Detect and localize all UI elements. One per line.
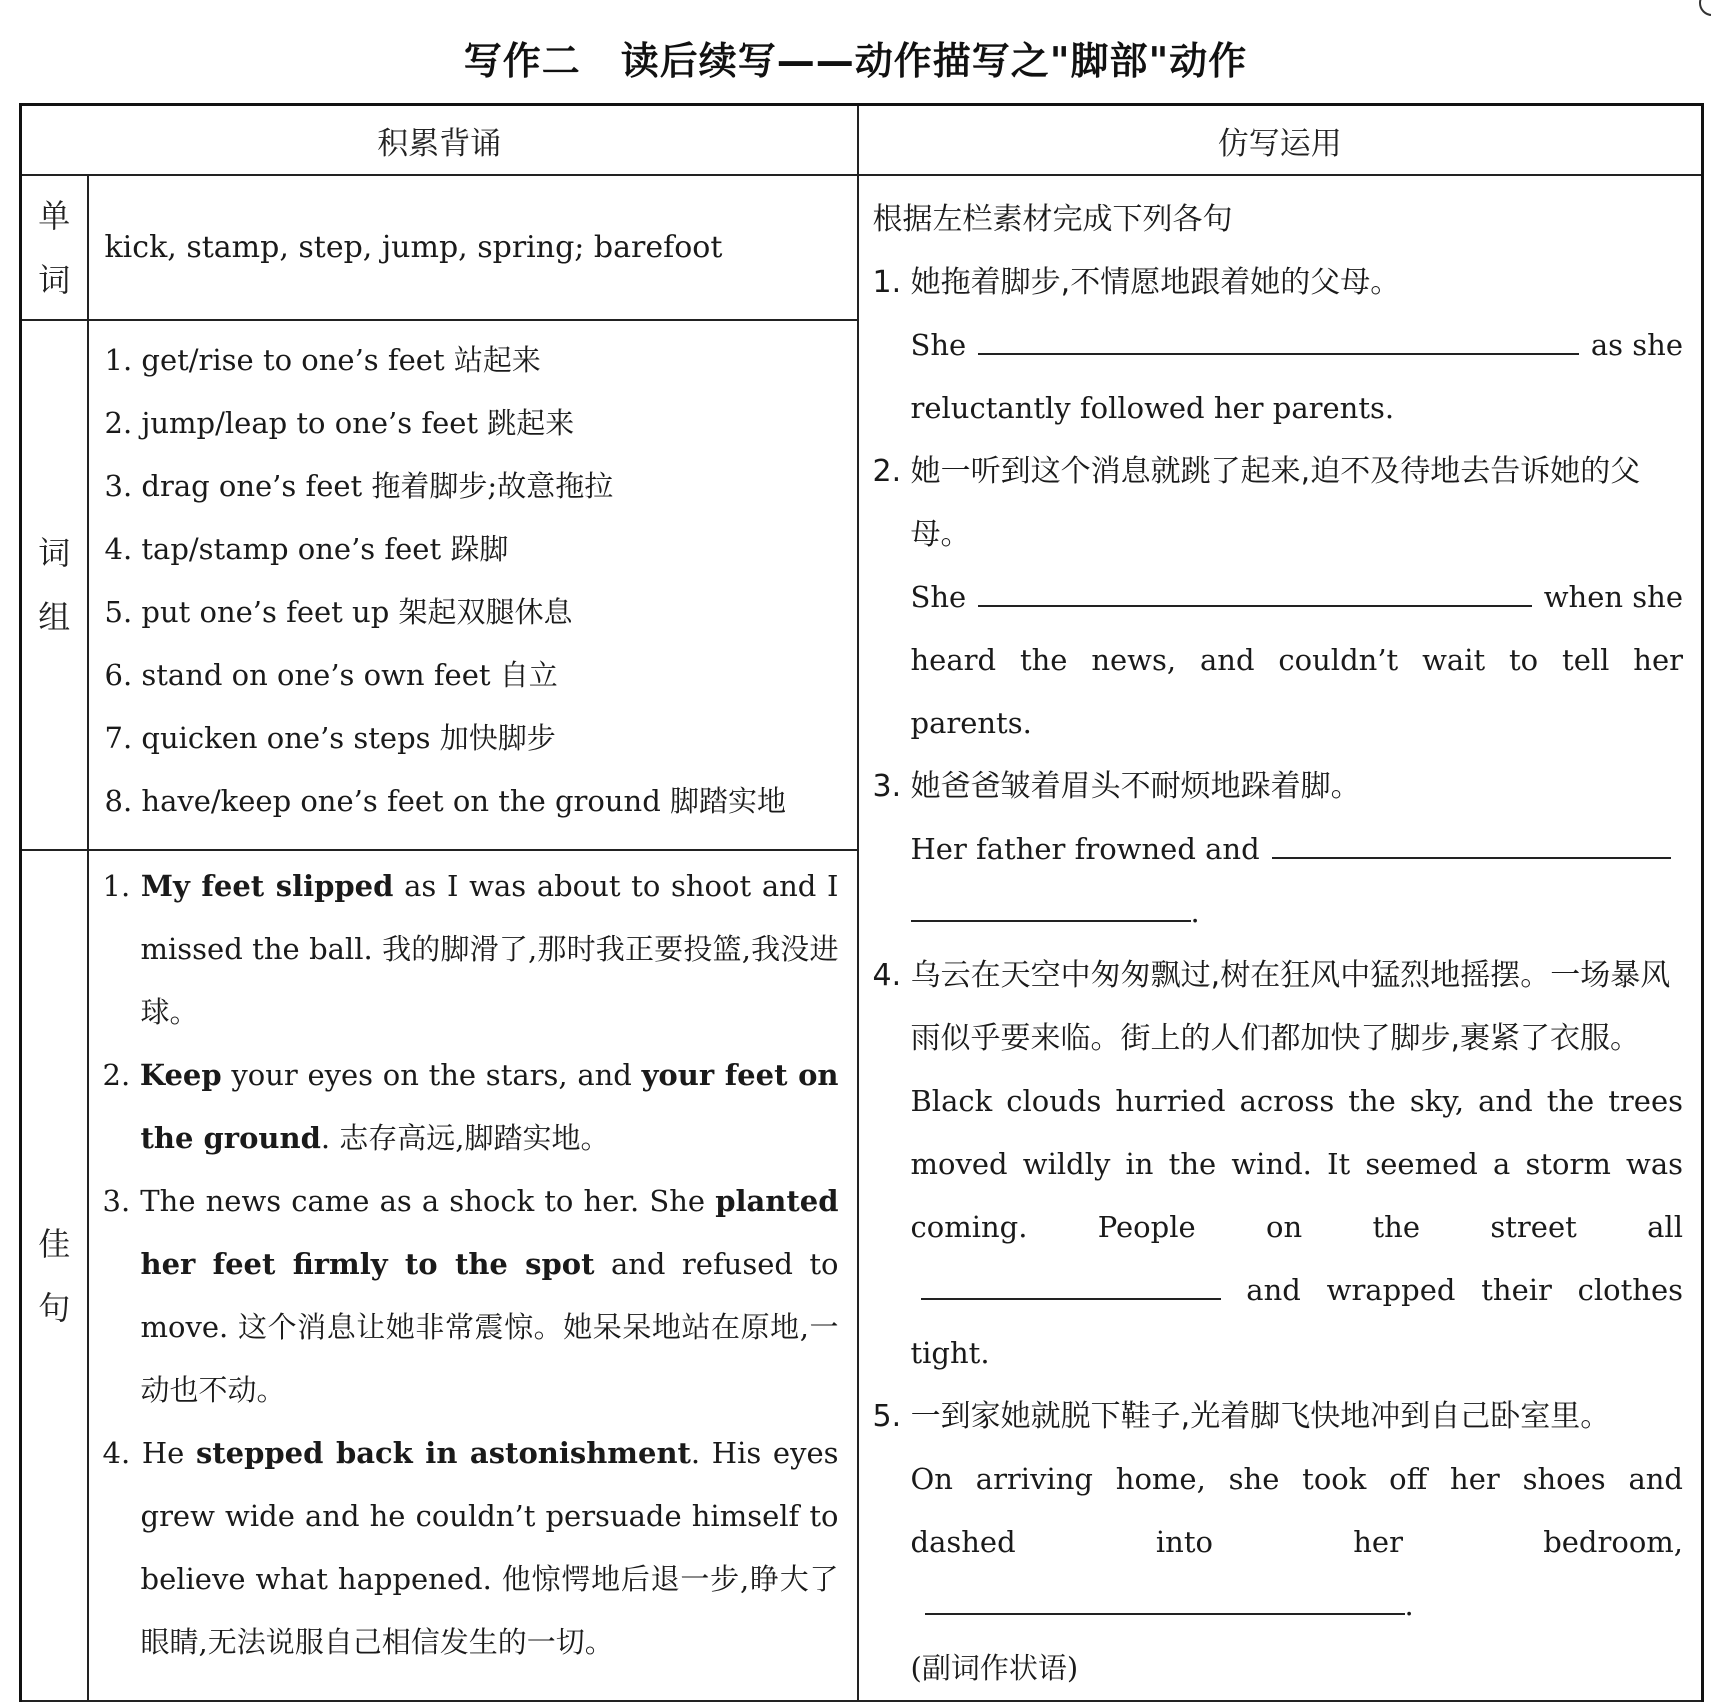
phrase-item: 1. get/rise to one’s feet 站起来: [104, 343, 541, 378]
phrase-item: 7. quicken one’s steps 加快脚步: [104, 721, 556, 756]
sentences-cell: [88, 850, 858, 1701]
label-phrases: 词 组: [21, 320, 88, 850]
exercise-4-chinese: 4. 乌云在天空中匆匆飘过,树在狂风中猛烈地摇摆。一场暴风雨似乎要来临。街上的人们都加快了脚步,裹紧了衣服。: [872, 958, 1671, 1056]
left-column-header: 积累背诵: [21, 105, 858, 176]
sentence-text: your eyes on the stars, and: [221, 1058, 642, 1093]
title-part-1: 写作二: [463, 39, 581, 83]
page-title: [0, 30, 1711, 85]
exercise-1-blank[interactable]: [978, 329, 1579, 355]
phrase-list: [89, 321, 857, 833]
phrase-item: 6. stand on one’s own feet 自立: [104, 658, 558, 693]
key-expression: planted her feet firmly to the spot: [140, 1184, 839, 1282]
phrase-item: 2. jump/leap to one’s feet 跳起来: [104, 406, 575, 441]
sentence-text: . His eyes grew wide and he couldn’t persuade himself to believe what happened. 他惊愕地后退一步,睁大了眼睛,无法说服自己相信发生的一切。: [140, 1436, 839, 1660]
sentence-text: as I was about to shoot and I missed the ball. 我的脚滑了,那时我正要投篮,我没进球。: [140, 869, 839, 1030]
sentence-text: The news came as a shock to her. She: [140, 1184, 716, 1219]
sentence-number: 2.: [102, 1058, 140, 1093]
exercise-1: 1. 她拖着脚步,不情愿地跟着她的父母。 She as she reluctantly followed her parents.: [873, 251, 1684, 440]
sentence-number: 4.: [102, 1436, 142, 1471]
exercise-3-blank-cont[interactable]: [911, 896, 1191, 922]
label-words: 单 词: [21, 175, 88, 320]
practice-instruction: 根据左栏素材完成下列各句: [872, 202, 1233, 237]
key-expression: stepped back in astonishment: [195, 1436, 691, 1471]
title-part-2: 读后续写——动作描写之"脚部"动作: [620, 39, 1248, 83]
practice-column: [858, 175, 1703, 1701]
sentence-number: 3.: [102, 1184, 141, 1219]
exercise-3-chinese: 3. 她爸爸皱着眉头不耐烦地跺着脚。: [872, 769, 1361, 804]
corner-circle-mark: [1699, 0, 1711, 16]
exercise-5-blank[interactable]: [925, 1589, 1405, 1615]
phrase-item: 4. tap/stamp one’s feet 跺脚: [104, 532, 509, 567]
exercise-5: 5. 一到家她就脱下鞋子,光着脚飞快地冲到自己卧室里。 On arriving home, she took off her shoes and dashed into her bedroom,. (副词作状语): [873, 1385, 1684, 1700]
worksheet-table: [19, 103, 1704, 1702]
phrase-item: 3. drag one’s feet 拖着脚步;故意拖拉: [104, 469, 614, 504]
sentence-number: 1.: [102, 869, 141, 904]
exercise-3-blank[interactable]: [1272, 833, 1671, 859]
exercise-2-blank[interactable]: [978, 581, 1532, 607]
sentence-item: [103, 1044, 839, 1170]
sentence-list: [89, 851, 857, 1674]
sentence-text: and refused to move. 这个消息让她非常震惊。她呆呆地站在原地,一动也不动。: [140, 1247, 839, 1408]
sentence-item: [103, 1170, 839, 1422]
words-cell: kick, stamp, step, jump, spring; barefoot: [88, 175, 858, 320]
sentence-text: . 志存高远,脚踏实地。: [320, 1121, 610, 1156]
phrase-item: 8. have/keep one’s feet on the ground 脚踏实地: [104, 784, 786, 819]
key-expression: My feet slipped: [140, 869, 394, 904]
key-expression: your feet on the ground: [140, 1058, 839, 1156]
right-column-header: 仿写运用: [858, 105, 1703, 176]
exercise-4: 4. 乌云在天空中匆匆飘过,树在狂风中猛烈地摇摆。一场暴风雨似乎要来临。街上的人们都加快了脚步,裹紧了衣服。 Black clouds hurried across the sky, and the trees moved wildly in the wind. It seemed a storm was coming. People on the street all and wrapped their clothes tight.: [873, 944, 1684, 1385]
phrase-item: 5. put one’s feet up 架起双腿休息: [104, 595, 573, 630]
exercise-5-chinese: 5. 一到家她就脱下鞋子,光着脚飞快地冲到自己卧室里。: [872, 1399, 1611, 1434]
key-expression: Keep: [139, 1058, 222, 1093]
sentence-item: [103, 855, 839, 1044]
sentence-text: He: [141, 1436, 196, 1471]
exercise-1-chinese: 1. 她拖着脚步,不情愿地跟着她的父母。: [872, 265, 1401, 300]
phrases-cell: [88, 320, 858, 850]
exercise-5-hint: (副词作状语): [910, 1651, 1079, 1685]
exercise-3: 3. 她爸爸皱着眉头不耐烦地跺着脚。 Her father frowned and .: [873, 755, 1684, 944]
exercise-4-blank[interactable]: [921, 1274, 1221, 1300]
exercise-2-chinese: 2. 她一听到这个消息就跳了起来,迫不及待地去告诉她的父母。: [872, 454, 1641, 552]
label-sentences: 佳 句: [21, 850, 88, 1701]
exercise-2: 2. 她一听到这个消息就跳了起来,迫不及待地去告诉她的父母。 She when she heard the news, and couldn’t wait to tell her parents.: [873, 440, 1684, 755]
